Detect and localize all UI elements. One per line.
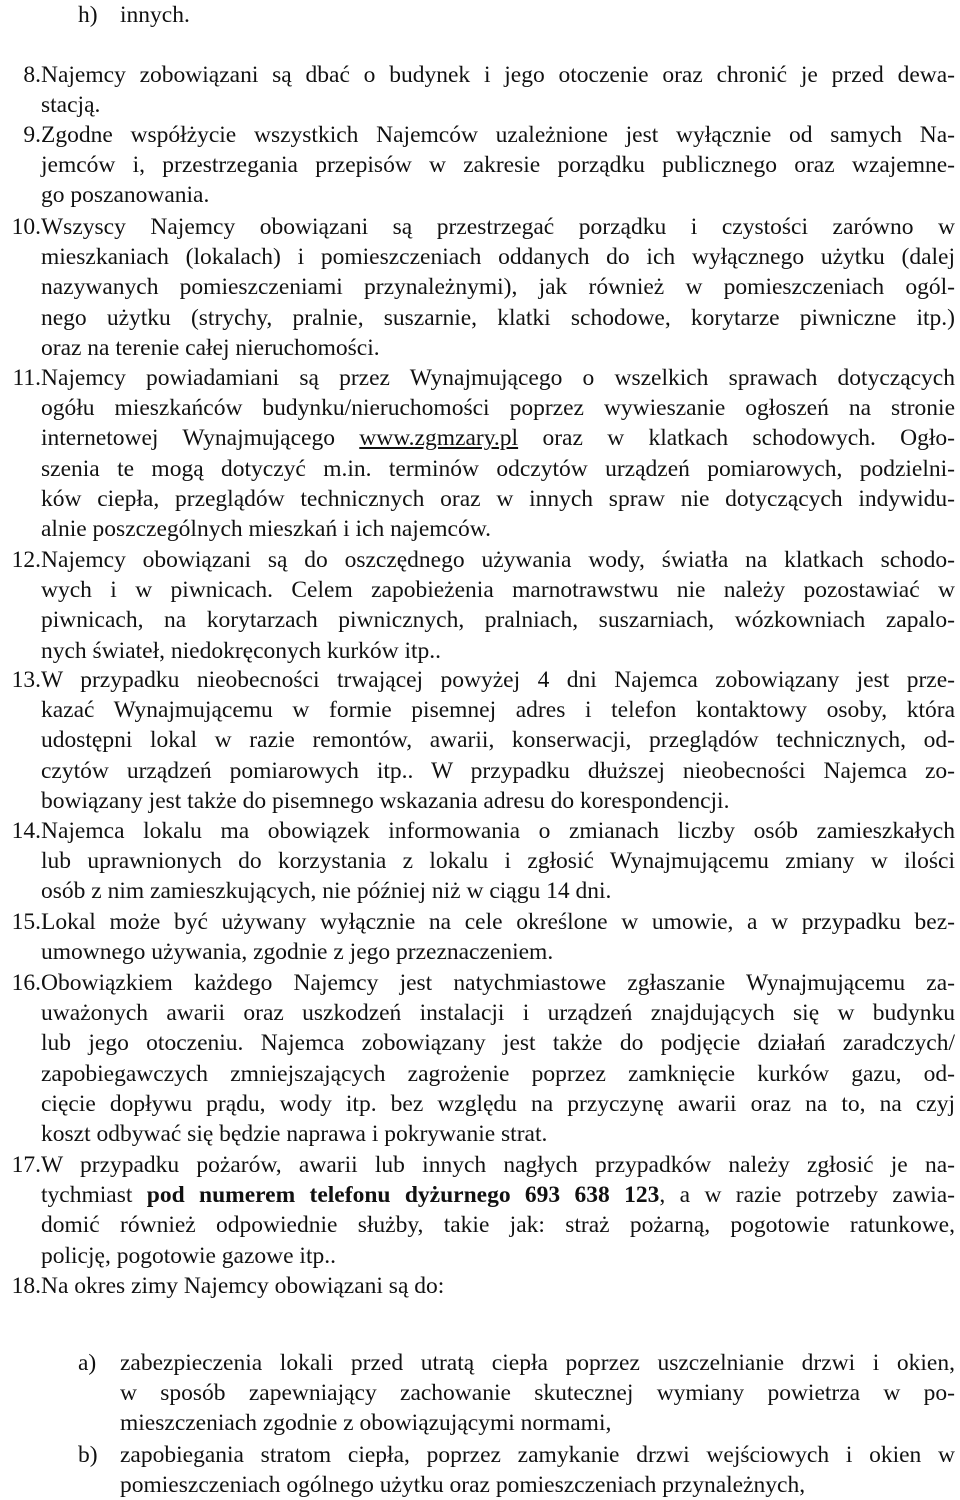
text-line: domić również odpowiednie służby, takie jak: straż pożarną, pogotowie ratunkowe, bbox=[41, 1212, 955, 1239]
list-item-b bbox=[78, 1440, 955, 1500]
item-number: a) bbox=[78, 1350, 97, 1376]
item-text bbox=[41, 907, 955, 967]
item-text bbox=[41, 60, 955, 120]
list-item-9 bbox=[7, 120, 955, 211]
line-segment: oraz w klatkach schodowych. Ogło- bbox=[542, 425, 955, 452]
item-text bbox=[41, 665, 955, 816]
item-number: 13. bbox=[11, 667, 41, 693]
emergency-phone-text: pod numerem telefonu dyżurnego 693 638 123 bbox=[146, 1182, 660, 1209]
text-line: zapobiegawczych zmniejszających zagrożenie poprzez zamknięcie kurków gazu, od- bbox=[41, 1060, 955, 1087]
item-text bbox=[41, 120, 955, 211]
item-number: 9. bbox=[23, 122, 41, 148]
item-text bbox=[41, 545, 955, 666]
item-number: 11. bbox=[12, 365, 41, 391]
item-number: 10. bbox=[11, 214, 41, 240]
item-text bbox=[120, 0, 955, 30]
text-line: go poszanowania. bbox=[41, 182, 210, 209]
text-line: cięcie dopływu prądu, wody itp. bez względu na przyczynę awarii oraz na to, na czyj bbox=[41, 1090, 955, 1117]
text-line: Na okres zimy Najemcy obowiązani są do: bbox=[41, 1273, 445, 1299]
text-line: lub jego otoczeniu. Najemca zobowiązany jest także do podjęcie działań zaradczych/ bbox=[41, 1030, 955, 1057]
text-line: zapobiegania stratom ciepła, poprzez zamykanie drzwi wejściowych i okien w bbox=[120, 1442, 955, 1468]
list-item-h bbox=[78, 0, 955, 30]
item-number: 12. bbox=[11, 547, 41, 573]
text-line: bowiązany jest także do pisemnego wskazania adresu do korespondencji. bbox=[41, 787, 730, 814]
text-line: lub uprawnionych do korzystania z lokalu i zgłosić Wynajmującemu zmiany w ilości bbox=[41, 848, 955, 875]
item-number: b) bbox=[78, 1442, 98, 1468]
list-item-10 bbox=[7, 212, 955, 363]
item-text bbox=[41, 212, 955, 363]
list-item-17 bbox=[7, 1150, 955, 1271]
text-line: policję, pogotowie gazowe itp.. bbox=[41, 1242, 336, 1269]
item-text bbox=[120, 1348, 955, 1439]
text-line: Wszyscy Najemcy obowiązani są przestrzegać porządku i czystości zarówno w bbox=[41, 214, 955, 240]
text-line: udostępni lokal w razie remontów, awarii, konserwacji, przeglądów technicznych, od- bbox=[41, 727, 955, 754]
text-line: osób z nim zamieszkujących, nie później niż w ciągu 14 dni. bbox=[41, 878, 612, 905]
text-line: alnie poszczególnych mieszkań i ich najemców. bbox=[41, 516, 492, 543]
item-text bbox=[41, 1150, 955, 1271]
item-number: 14. bbox=[11, 818, 41, 844]
text-line: szenia te mogą dotyczyć m.in. terminów odczytów urządzeń pomiarowych, podzielni- bbox=[41, 455, 955, 482]
text-line: uważonych awarii oraz uszkodzeń instalacji i urządzeń znajdujących się w budynku bbox=[41, 1000, 955, 1027]
text-line: mieszczeniach zgodnie z obowiązującymi normami, bbox=[120, 1410, 612, 1437]
text-line: ogółu mieszkańców budynku/nieruchomości poprzez wywieszanie ogłoszeń na stronie bbox=[41, 395, 955, 422]
text-line: Zgodne współżycie wszystkich Najemców uzależnione jest wyłącznie od samych Na- bbox=[41, 122, 955, 148]
list-item-16 bbox=[7, 968, 955, 1149]
text-line: innych. bbox=[120, 2, 190, 28]
list-item-14 bbox=[7, 816, 955, 907]
text-line: koszt odbywać się będzie naprawa i pokrywanie strat. bbox=[41, 1121, 548, 1148]
item-number: h) bbox=[78, 2, 98, 28]
website-link[interactable]: www.zgmzary.pl bbox=[359, 425, 519, 452]
text-line: mieszkaniach (lokalach) i pomieszczeniach oddanych do ich wyłącznego użytku (dalej bbox=[41, 244, 955, 271]
item-text bbox=[41, 1271, 955, 1301]
text-line: piwnicach, na korytarzach piwnicznych, pralniach, suszarniach, wózkowniach zapalo- bbox=[41, 607, 955, 634]
text-line: W przypadku pożarów, awarii lub innych nagłych przypadków należy zgłosić je na- bbox=[41, 1152, 955, 1178]
list-item-a bbox=[78, 1348, 955, 1439]
text-line: w sposób zapewniający zachowanie skutecznej wymiany powietrza w po- bbox=[120, 1380, 955, 1407]
list-item-8 bbox=[7, 60, 955, 120]
list-item-12 bbox=[7, 545, 955, 666]
item-number: 18. bbox=[11, 1273, 41, 1299]
text-line: Lokal może być używany wyłącznie na cele określone w umowie, a w przypadku bez- bbox=[41, 909, 955, 935]
text-line: nego użytku (strychy, pralnie, suszarnie, klatki schodowe, korytarze piwniczne itp.) bbox=[41, 304, 955, 331]
list-item-15 bbox=[7, 907, 955, 967]
item-text bbox=[41, 816, 955, 907]
text-line: W przypadku nieobecności trwającej powyżej 4 dni Najemca zobowiązany jest prze- bbox=[41, 667, 955, 693]
item-number: 16. bbox=[11, 970, 41, 996]
text-line: Obowiązkiem każdego Najemcy jest natychmiastowe zgłaszanie Wynajmującemu za- bbox=[41, 970, 955, 996]
text-line: nazywanych pomieszczeniami przynależnymi), jak również w pomieszczeniach ogól- bbox=[41, 274, 955, 301]
text-line: pomieszczeniach ogólnego użytku oraz pomieszczeniach przynależnych, bbox=[120, 1472, 806, 1499]
item-number: 17. bbox=[11, 1152, 41, 1178]
line-segment: tychmiast bbox=[41, 1182, 133, 1209]
text-line: ków ciepła, przeglądów technicznych oraz w innych spraw nie dotyczących indywidu- bbox=[41, 485, 955, 512]
item-text bbox=[41, 968, 955, 1149]
text-line: umownego używania, zgodnie z jego przeznaczeniem. bbox=[41, 939, 554, 966]
text-line bbox=[41, 1180, 955, 1210]
text-line: jemców i, przestrzegania przepisów w zakresie porządku publicznego oraz wzajemne- bbox=[41, 152, 955, 179]
text-line: Najemcy zobowiązani są dbać o budynek i jego otoczenie oraz chronić je przed dewa- bbox=[41, 62, 955, 88]
text-line: czytów urządzeń pomiarowych itp.. W przypadku dłuższej nieobecności Najemca zo- bbox=[41, 757, 955, 784]
line-segment: , a w razie potrzeby zawia- bbox=[659, 1182, 955, 1209]
text-line: Najemca lokalu ma obowiązek informowania o zmianach liczby osób zamieszkałych bbox=[41, 818, 955, 844]
text-line: kazać Wynajmującemu w formie pisemnej adres i telefon kontaktowy osoby, która bbox=[41, 697, 955, 724]
text-line: Najemcy powiadamiani są przez Wynajmującego o wszelkich sprawach dotyczących bbox=[41, 365, 955, 391]
line-segment: internetowej Wynajmującego bbox=[41, 425, 335, 452]
item-number: 8. bbox=[23, 62, 41, 88]
text-line: nych świateł, niedokręconych kurków itp.. bbox=[41, 637, 442, 664]
text-line: oraz na terenie całej nieruchomości. bbox=[41, 334, 380, 361]
text-line: Najemcy obowiązani są do oszczędnego używania wody, światła na klatkach schodo- bbox=[41, 547, 955, 573]
item-number: 15. bbox=[11, 909, 41, 935]
list-item-18 bbox=[7, 1271, 955, 1301]
text-line: zabezpieczenia lokali przed utratą ciepła poprzez uszczelnianie drzwi i okien, bbox=[120, 1350, 955, 1376]
list-item-13 bbox=[7, 665, 955, 816]
item-text bbox=[41, 363, 955, 544]
list-item-11 bbox=[7, 363, 955, 544]
text-line: stacją. bbox=[41, 92, 101, 119]
text-line bbox=[41, 423, 955, 453]
item-text bbox=[120, 1440, 955, 1500]
text-line: wych i w piwnicach. Celem zapobieżenia marnotrawstwu nie należy pozostawiać w bbox=[41, 577, 955, 604]
